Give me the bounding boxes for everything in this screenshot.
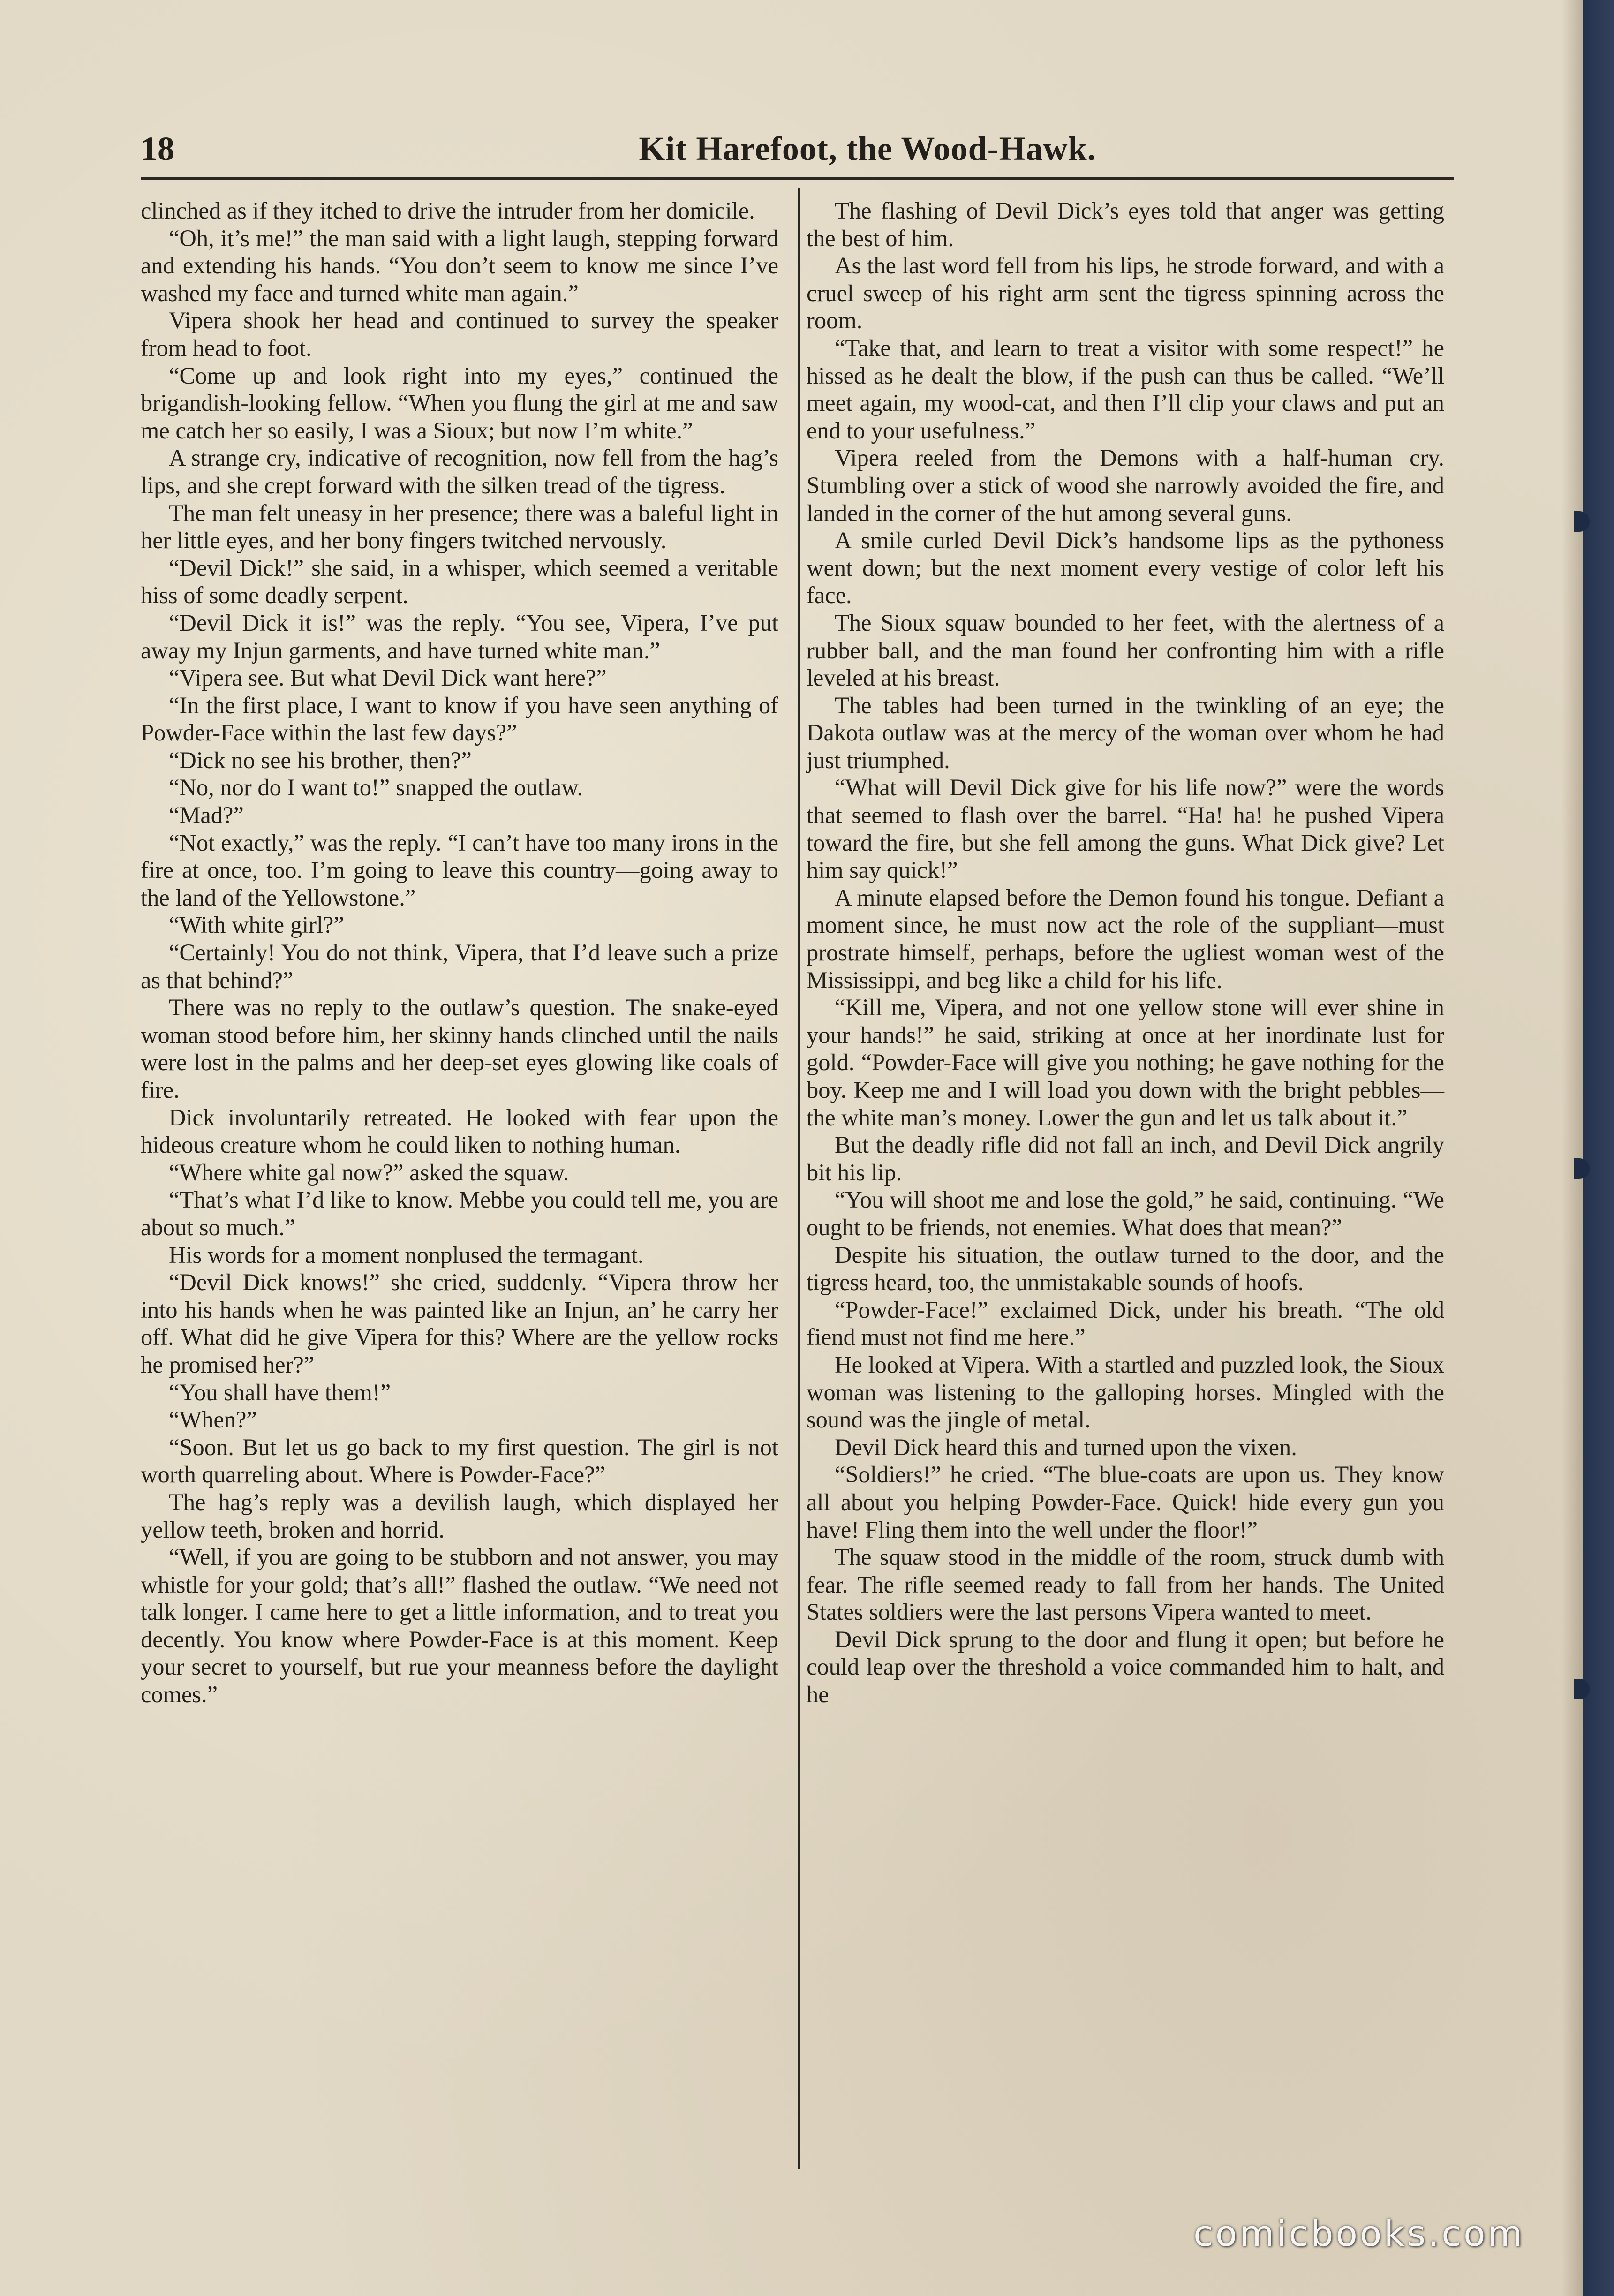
paragraph: But the deadly rifle did not fall an inch, and Devil Dick angrily bit his lip. — [807, 1132, 1444, 1186]
paragraph: “Devil Dick!” she said, in a whisper, which seemed a veritable hiss of some deadly serpent. — [141, 554, 778, 609]
paragraph: The Sioux squaw bounded to her feet, with the alertness of a rubber ball, and the man found her confronting him with a rifle leveled at his breast. — [807, 609, 1444, 691]
paragraph: “Not exactly,” was the reply. “I can’t have too many irons in the fire at once, too. I’m going to leave this country—going away to the land of the Yellowstone.” — [141, 829, 778, 911]
paragraph: There was no reply to the outlaw’s question. The snake-eyed woman stood before him, her skinny hands clinched until the nails were lost in the palms and her deep-set eyes glowing like coals of fire. — [141, 994, 778, 1103]
paragraph: “Kill me, Vipera, and not one yellow stone will ever shine in your hands!” he said, striking at once at her inordinate lust for gold. “Powder-Face will give you nothing; he gave nothing for the boy. Keep me and I will load you down with the bright pebbles—the white man’s money. Lower the gun and let us talk about it.” — [807, 994, 1444, 1131]
paragraph: The flashing of Devil Dick’s eyes told that anger was getting the best of him. — [807, 197, 1444, 251]
header-rule — [141, 177, 1454, 180]
page-number: 18 — [141, 130, 174, 167]
paragraph: “Devil Dick knows!” she cried, suddenly. “Vipera throw her into his hands when he was painted like an Injun, an’ he carry her off. What did he give Vipera for this? Where are the yellow rocks he promised her?” — [141, 1269, 778, 1378]
page-edge-shading — [1561, 0, 1583, 2296]
paragraph: His words for a moment nonplused the termagant. — [169, 1241, 644, 1268]
paragraph: The hag’s reply was a devilish laugh, which displayed her yellow teeth, broken and horrid. — [141, 1488, 778, 1543]
paragraph: “You will shoot me and lose the gold,” he said, continuing. “We ought to be friends, not enemies. What does that mean?” — [807, 1186, 1444, 1240]
paragraph: “Come up and look right into my eyes,” continued the brigandish-looking fellow. “When you flung the girl at me and saw me catch her so easily, I was a Sioux; but now I’m white.” — [141, 362, 778, 444]
right-column — [807, 197, 1444, 1708]
paragraph: “Certainly! You do not think, Vipera, that I’d leave such a prize as that behind?” — [141, 939, 778, 993]
paragraph: Vipera reeled from the Demons with a half-human cry. Stumbling over a stick of wood she narrowly avoided the fire, and landed in the corner of the hut among several guns. — [807, 445, 1444, 526]
paragraph: Dick involuntarily retreated. He looked with fear upon the hideous creature whom he could liken to nothing human. — [141, 1104, 778, 1158]
paragraph: The squaw stood in the middle of the room, struck dumb with fear. The rifle seemed ready to fall from her hands. The United States soldiers were the last persons Vipera wanted to meet. — [807, 1544, 1444, 1625]
paragraph: “That’s what I’d like to know. Mebbe you could tell me, you are about so much.” — [141, 1186, 778, 1240]
watermark-text: comicbooks.com — [1193, 2213, 1525, 2254]
paragraph: A minute elapsed before the Demon found his tongue. Defiant a moment since, he must now act the role of the suppliant—must prostrate himself, perhaps, before the ugliest woman west of the Mississippi, and beg like a child for his life. — [807, 884, 1444, 993]
page-header — [141, 123, 1454, 174]
running-title: Kit Harefoot, the Wood-Hawk. — [639, 130, 1096, 167]
paragraph: A smile curled Devil Dick’s handsome lips as the pythoness went down; but the next moment every vestige of color left his face. — [807, 527, 1444, 609]
paragraph: “Well, if you are going to be stubborn and not answer, you may whistle for your gold; that’s all!” flashed the outlaw. “We need not talk longer. I came here to get a little information, and to treat you decently. You know where Powder-Face is at this moment. Keep your secret to yourself, but rue your meanness before the daylight comes.” — [141, 1544, 778, 1708]
paragraph: “Dick no see his brother, then?” — [169, 747, 472, 773]
paragraph: He looked at Vipera. With a startled and puzzled look, the Sioux woman was listening to the galloping horses. Mingled with the sound was the jingle of metal. — [807, 1351, 1444, 1433]
paragraph: “Vipera see. But what Devil Dick want here?” — [169, 665, 607, 691]
paragraph: “Where white gal now?” asked the squaw. — [169, 1159, 569, 1186]
paragraph: The man felt uneasy in her presence; there was a baleful light in her little eyes, and her bony fingers twitched nervously. — [141, 499, 778, 554]
paragraph: “Devil Dick it is!” was the reply. “You see, Vipera, I’ve put away my Injun garments, and have turned white man.” — [141, 609, 778, 664]
paragraph: “When?” — [169, 1406, 257, 1433]
paragraph: The tables had been turned in the twinkling of an eye; the Dakota outlaw was at the mercy of the woman over whom he had just triumphed. — [807, 692, 1444, 773]
paragraph: “Oh, it’s me!” the man said with a light laugh, stepping forward and extending his hands. “You don’t seem to know me since I’ve washed my face and turned white man again.” — [141, 225, 778, 306]
paragraph: “No, nor do I want to!” snapped the outlaw. — [169, 774, 583, 801]
paragraph: “Take that, and learn to treat a visitor with some respect!” he hissed as he dealt the blow, if the push can thus be called. “We’ll meet again, my wood-cat, and then I’ll clip your claws and put an end to your usefulness.” — [807, 334, 1444, 444]
paragraph: “Powder-Face!” exclaimed Dick, under his breath. “The old fiend must not find me here.” — [807, 1296, 1444, 1351]
paragraph: “Soldiers!” he cried. “The blue-coats are upon us. They know all about you helping Powder-Face. Quick! hide every gun you have! Fling them into the well under the floor!” — [807, 1461, 1444, 1543]
paragraph: A strange cry, indicative of recognition, now fell from the hag’s lips, and she crept forward with the silken tread of the tigress. — [141, 445, 778, 498]
left-column — [141, 197, 778, 1708]
paragraph: “What will Devil Dick give for his life now?” were the words that seemed to flash over the barrel. “Ha! ha! he pushed Vipera toward the fire, but she fell among the guns. What Dick give? Let him say quick!” — [807, 774, 1444, 884]
page-shadow — [1583, 0, 1614, 2296]
paragraph: “In the first place, I want to know if you have seen anything of Powder-Face within the last few days?” — [141, 692, 778, 746]
paragraph: “With white girl?” — [169, 912, 344, 938]
paragraph: Devil Dick heard this and turned upon the vixen. — [835, 1434, 1297, 1460]
paragraph: Devil Dick sprung to the door and flung it open; but before he could leap over the threshold a voice commanded him to halt, and he — [807, 1626, 1444, 1708]
paragraph: “Soon. But let us go back to my first question. The girl is not worth quarreling about. Where is Powder-Face?” — [141, 1434, 778, 1488]
paragraph: As the last word fell from his lips, he strode forward, and with a cruel sweep of his right arm sent the tigress spinning across the room. — [807, 252, 1444, 334]
paragraph: Despite his situation, the outlaw turned to the door, and the tigress heard, too, the unmistakable sounds of hoofs. — [807, 1241, 1444, 1296]
paragraph: “You shall have them!” — [169, 1379, 391, 1405]
paragraph: clinched as if they itched to drive the intruder from her domicile. — [141, 197, 755, 224]
paragraph: “Mad?” — [169, 802, 244, 829]
column-divider — [798, 188, 800, 2169]
paragraph: Vipera shook her head and continued to survey the speaker from head to foot. — [141, 307, 778, 361]
